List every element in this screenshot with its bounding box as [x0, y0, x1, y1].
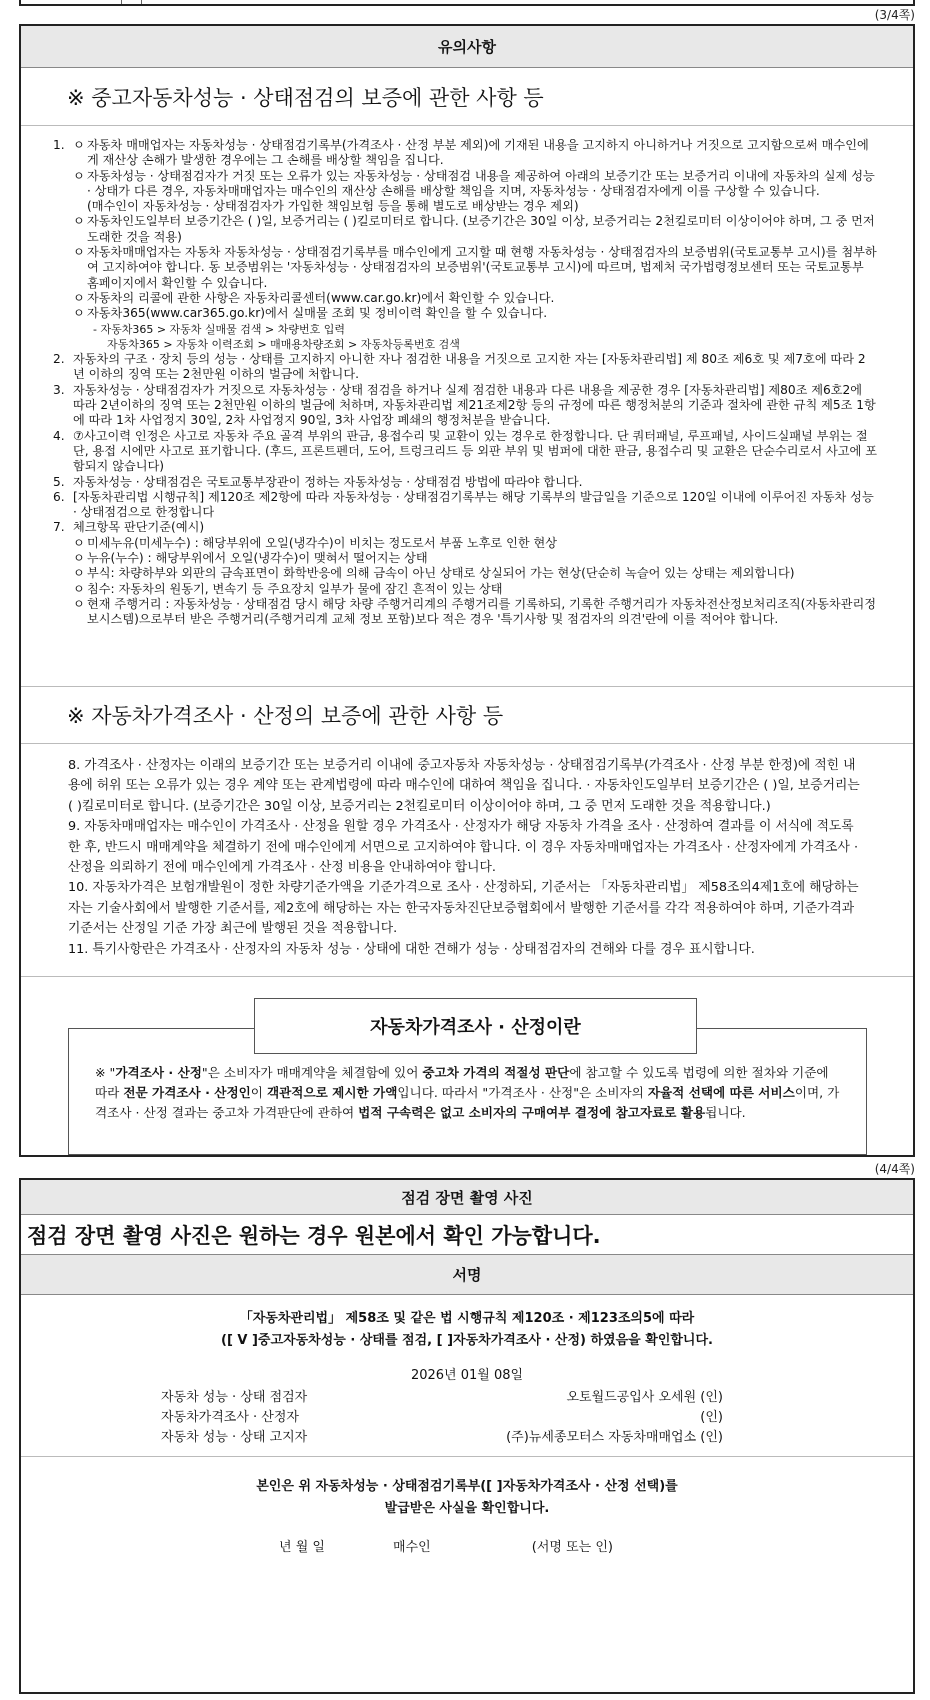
list-item-text: 자동차성능 · 상태점검은 국토교통부장관이 정하는 자동차성능 · 상태점검 방법에 따라야 합니다.: [73, 474, 583, 489]
receipt-line: 본인은 위 자동차성능 · 상태점검기록부([ ]자동차가격조사 · 산정 선택)를: [256, 1479, 678, 1494]
notes-band-title: 유의사항: [21, 26, 913, 68]
bullet-icon: ㅇ: [73, 290, 85, 305]
bullet-icon: ㅇ: [73, 535, 85, 550]
list-item-text: 자동차의 리콜에 관한 사항은 자동차리콜센터(www.car.go.kr)에서 확인할 수 있습니다.: [87, 290, 555, 305]
divider: [121, 0, 122, 4]
list-item: [73, 536, 877, 551]
list-item-text: 자동차 매매업자는 자동차성능 · 상태점검기록부(가격조사 · 산정 부분 제외)에 기재된 내용을 고지하지 아니하거나 거짓으로 고지함으로써 매수인에게 재산상 손해가 발생한 경우에는 그 손해를 배상할 책임을 집니다.: [87, 138, 869, 168]
list-item-text: ⑦사고이력 인정은 사고로 자동차 주요 골격 부위의 판금, 용접수리 및 교환이 있는 경우로 한정합니다. 단 쿼터패널, 루프패널, 사이드실패널 부위는 절단, 용접 시에만 사고로 표기합니다. (후드, 프론트펜더, 도어, 트렁크리드 등 외판 부위 및 범퍼에 대한 판금, 용접수리 및 교환은 단순수리로서 사고에 포함되지 않습니다): [73, 428, 877, 474]
signer-role: 자동차가격조사 · 산정자: [161, 1410, 299, 1425]
page-number: (4/4쪽): [874, 1162, 915, 1176]
item-number: 1.: [53, 138, 65, 152]
bullet-icon: ㅇ: [73, 168, 85, 183]
receipt-statement: [21, 1476, 913, 1520]
menu-path: 자동차365 > 자동차 이력조회 > 매매용차량조회 > 자동차등록번호 검색: [107, 337, 460, 351]
info-box-title: 자동차가격조사 · 산정이란: [254, 998, 697, 1054]
list-item: [73, 551, 877, 566]
info-box-text: ※ "가격조사 · 산정"은 소비자가 매매계약을 체결함에 있어 중고차 가격의 적절성 판단에 참고할 수 있도록 법령에 의한 절차와 기준에 따라 전문 가격조사 · 산정인이 객관적으로 제시한 가액입니다. 따라서 "가격조사 · 산정"은 소비자의 자율적 선택에 따른 서비스이며, 가격조사 · 산정 결과는 중고차 가격판단에 관하여 법적 구속력은 없고 소비자의 구매여부 결정에 참고자료로 활용됩니다.: [95, 1065, 840, 1120]
item-number: 6.: [53, 489, 65, 504]
list-item: [51, 383, 877, 429]
notes-section: [19, 24, 915, 1157]
page-number: (3/4쪽): [874, 8, 915, 22]
item-number: 5.: [53, 474, 65, 489]
section-title: ※ 자동차가격조사 · 산정의 보증에 관한 사항 등: [67, 703, 504, 728]
list-item: [73, 138, 877, 169]
list-item: [73, 582, 877, 597]
section-title: ※ 중고자동차성능 · 상태점검의 보증에 관한 사항 등: [67, 85, 544, 110]
bullet-icon: ㅇ: [73, 138, 85, 152]
signer-party: (인): [700, 1410, 723, 1425]
paragraph: 10. 자동차가격은 보험개발원이 정한 차량기준가액을 기준가격으로 조사 · 산정하되, 기준서는 「자동차관리법」 제58조의4제1호에 해당하는 자는 기술사회에서 발행한 기준서를, 제2호에 해당하는 자는 한국자동차진단보증협회에서 발행한 기준서를 각각 적용하여야 하며, 기준가격과 기준서는 산정일 기준 가장 최근에 발행된 것을 적용합니다.: [68, 880, 859, 937]
notes-list: [21, 126, 913, 628]
buyer-label: 매수인: [393, 1540, 431, 1555]
buyer-date: 년 월 일: [279, 1540, 325, 1555]
price-warranty-text: [21, 756, 913, 960]
list-item-text: 자동차성능 · 상태점검자가 거짓 또는 오류가 있는 자동차성능 · 상태점검 내용을 제공하여 아래의 보증기간 또는 보증거리 이내에 자동차의 실제 성능 · 상태가 다른 경우, 자동차매매업자는 매수인의 재산상 손해를 배상할 책임을 지며, 자동차성능 · 상태점검자에게 이를 구상할 수 있습니다.: [87, 168, 875, 198]
item-number: 7.: [53, 520, 65, 535]
list-item-text: 자동차매매업자는 자동차 자동차성능 · 상태점검기록부를 매수인에게 고지할 때 현행 자동차성능 · 상태점검자의 보증범위(국토교통부 고시)를 첨부하여 고지하여야 합니다. 동 보증범위는 '자동차성능 · 상태점검자의 보증범위'(국토교통부 고시)에 따르며, 법제처 국가법령정보센터 또는 국토교통부 홈페이지에서 확인할 수 있습니다.: [87, 245, 877, 290]
list-item: [73, 306, 877, 352]
bullet-icon: ㅇ: [73, 214, 85, 229]
list-item: [51, 352, 877, 383]
bullet-icon: ㅇ: [73, 245, 85, 260]
photo-notice: 점검 장면 촬영 사진은 원하는 경우 원본에서 확인 가능합니다.: [21, 1215, 913, 1255]
item-number: 4.: [53, 428, 65, 443]
paragraph: 9. 자동차매매업자는 매수인이 가격조사 · 산정을 원할 경우 가격조사 · 산정자가 해당 자동차 가격을 조사 · 산정하여 결과를 이 서식에 적도록 한 후, 반드시 매매계약을 체결하기 전에 매수인에게 서면으로 고지하여야 합니다. 이 경우 자동차매매업자는 가격조사 · 산정자에게 가격조사 · 산정을 의뢰하기 전에 매수인에게 가격조사 · 산정 비용을 안내하여야 합니다.: [68, 819, 859, 876]
bullet-icon: ㅇ: [73, 596, 85, 611]
inspection-photo-and-signature: [19, 1178, 915, 1694]
list-item: [51, 490, 877, 521]
list-item: [73, 245, 877, 291]
list-item-text: 누유(누수) : 해당부위에서 오일(냉각수)이 맺혀서 떨어지는 상태: [87, 551, 428, 566]
signer-party: (주)뉴세종모터스 자동차매매업소 (인): [506, 1430, 723, 1445]
buyer-signature-field: (서명 또는 인): [531, 1540, 613, 1555]
bullet-icon: ㅇ: [73, 306, 85, 321]
list-item: [51, 520, 877, 627]
signature-date: 2026년 01월 08일: [410, 1368, 524, 1383]
law-basis: 「자동차관리법」 제58조 및 같은 법 시행규칙 제120조 · 제123조의5에 따라: [239, 1311, 695, 1326]
item-number: 3.: [53, 382, 65, 397]
previous-page-bottom-edge: [19, 0, 915, 6]
list-item-text: 자동차365(www.car365.go.kr)에서 실매물 조회 및 정비이력 확인을 할 수 있습니다.: [87, 306, 548, 321]
receipt-line: 발급받은 사실을 확인합니다.: [384, 1501, 550, 1516]
signer-party: 오토월드공입사 오세원 (인): [566, 1390, 723, 1405]
list-item: [73, 169, 877, 215]
bullet-icon: ㅇ: [73, 566, 85, 581]
list-item-text: 자동차의 구조 · 장치 등의 성능 · 상태를 고지하지 아니한 자나 점검한 내용을 거짓으로 고지한 자는 [자동차관리법] 제 80조 제6호 및 제7호에 따라 2년 이하의 징역 또는 2천만원 이하의 벌금에 처합니다.: [73, 352, 866, 382]
list-item: [73, 597, 877, 628]
section-heading-inspection-warranty: [21, 68, 913, 126]
list-item: [73, 566, 877, 581]
sub-list: [73, 536, 877, 628]
confirmation-line: ([ V ]중고자동차성능 · 상태를 점검, [ ]자동차가격조사 · 산정) 하였음을 확인합니다.: [221, 1333, 713, 1348]
signature-band-title: 서명: [21, 1255, 913, 1295]
photo-band-title: 점검 장면 촬영 사진: [21, 1180, 913, 1215]
list-item: [51, 429, 877, 475]
list-item: [51, 138, 877, 352]
list-item-text: 침수: 자동차의 원동기, 변속기 등 주요장치 일부가 물에 잠긴 흔적이 있는 상태: [87, 581, 503, 596]
list-item-text: [자동차관리법 시행규칙] 제120조 제2항에 따라 자동차성능 · 상태점검기록부는 해당 기록부의 발급일을 기준으로 120일 이내에 이루어진 자동차 성능 · 상태점검으로 한정합니다: [73, 489, 874, 520]
item-number: 2.: [53, 352, 65, 367]
bullet-icon: ㅇ: [73, 581, 85, 596]
signer-role: 자동차 성능 · 상태 점검자: [161, 1390, 308, 1405]
list-item-text: 자동차성능 · 상태점검자가 거짓으로 자동차성능 · 상태 점검을 하거나 실제 점검한 내용과 다른 내용을 제공한 경우 [자동차관리법] 제80조 제6호2에 따라 2년이하의 징역 또는 2천만원 이하의 벌금에 처하며, 자동차관리법 제21조제2항 등의 규정에 따른 행정처분의 기준과 절차에 관한 규칙 제5조 1항에 따라 1차 사업정지 30일, 2차 사업정지 90일, 3차 사업장 폐쇄의 행정처분을 받습니다.: [73, 382, 876, 428]
signature-statement: [21, 1308, 913, 1352]
list-item-text: 체크항목 판단기준(예시): [73, 520, 205, 535]
list-item-text: 부식: 차량하부와 외판의 금속표면이 화학반응에 의해 금속이 아닌 상태로 상실되어 가는 현상(단순히 녹슬어 있는 상태는 제외합니다): [87, 566, 795, 581]
signer-role: 자동차 성능 · 상태 고지자: [161, 1430, 308, 1445]
divider: [141, 0, 142, 4]
list-item-note: (매수인이 자동차성능 · 상태점검자가 가입한 책임보험 등을 통해 별도로 배상받는 경우 제외): [87, 199, 579, 214]
paragraph: 8. 가격조사 · 산정자는 이래의 보증기간 또는 보증거리 이내에 중고자동차 자동차성능 · 상태점검기록부(가격조사 · 산정 부분 한정)에 적힌 내용에 허위 또는 오류가 있는 경우 계약 또는 관계법령에 따라 매수인에 대하여 책임을 집니다. · 자동차인도일부터 보증기간은 ( )일, 보증거리는 ( )킬로미터로 합니다. (보증기간은 30일 이상, 보증거리는 2천킬로미터 이상이어야 하며, 그 중 먼저 도래한 것을 적용합니다.): [68, 758, 860, 814]
list-item-text: 미세누유(미세누수) : 해당부위에 오일(냉각수)이 비치는 정도로서 부품 노후로 인한 현상: [87, 535, 558, 550]
bullet-icon: ㅇ: [73, 551, 85, 566]
list-item-text: 자동차인도일부터 보증기간은 ( )일, 보증거리는 ( )킬로미터로 합니다. (보증기간은 30일 이상, 보증거리는 2천킬로미터 이상이어야 하며, 그 중 먼저 도래한 것을 적용): [87, 214, 875, 244]
list-item: [73, 291, 877, 306]
list-item: [51, 475, 877, 490]
sub-list: [73, 138, 877, 352]
section-heading-price-warranty: [21, 686, 913, 744]
list-item-text: 현재 주행거리 : 자동차성능 · 상태점검 당시 해당 차량 주행거리계의 주행거리를 기록하되, 기록한 주행거리가 자동차전산정보처리조직(자동차관리정보시스템)으로부터 받은 주행거리(주행거리계 교체 정보 포함)보다 적은 경우 '특기사항 및 점검자의 의견'란에 이를 적어야 합니다.: [87, 596, 877, 627]
paragraph: 11. 특기사항란은 가격조사 · 산정자의 자동차 성능 · 상태에 대한 견해가 성능 · 상태점검자의 견해와 다를 경우 표시합니다.: [68, 941, 755, 957]
menu-path: - 자동차365 > 자동차 실매물 검색 > 차량번호 입력: [93, 322, 346, 336]
list-item: [73, 214, 877, 245]
